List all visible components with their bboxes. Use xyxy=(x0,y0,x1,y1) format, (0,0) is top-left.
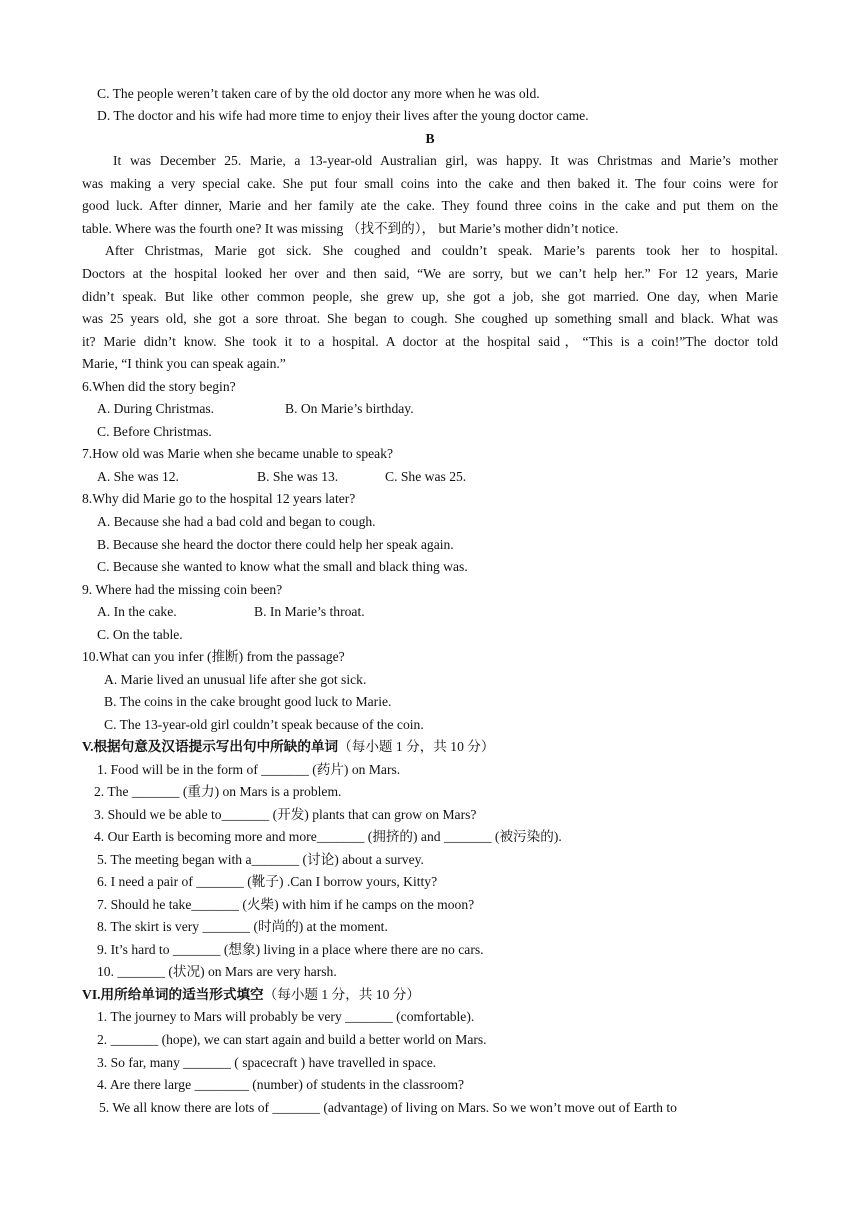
q5-option-c: C. The people weren’t taken care of by the old doctor any more when he was old. xyxy=(97,86,540,101)
q8-option-a: A. Because she had a bad cold and began to cough. xyxy=(97,514,376,529)
section-v-item-9: 9. It’s hard to _______ (想象) living in a place where there are no cars. xyxy=(97,942,484,957)
passage-line: Doctors at the hospital looked her over and then said, “We are sorry, but we can’t help her.” For 12 years, Marie xyxy=(82,266,778,281)
section-v-title: V.根据句意及汉语提示写出句中所缺的单词 xyxy=(82,739,339,754)
section-v-item-6: 6. I need a pair of _______ (靴子) .Can I borrow yours, Kitty? xyxy=(97,874,438,889)
q6-option-b: B. On Marie’s birthday. xyxy=(285,401,414,416)
q6-option-c: C. Before Christmas. xyxy=(97,424,212,439)
section-v-item-10: 10. _______ (状况) on Mars are very harsh. xyxy=(97,964,337,979)
section-v-item-7: 7. Should he take_______ (火柴) with him if he camps on the moon? xyxy=(97,897,475,912)
passage-line: It was December 25. Marie, a 13-year-old Australian girl, was happy. It was Christmas and Marie’s mother xyxy=(113,153,778,168)
q9-option-a: A. In the cake. xyxy=(97,604,177,619)
passage-line: it? Marie didn’t know. She took it to a hospital. A doctor at the hospital said，“This is a coin!”The doctor told xyxy=(82,334,778,349)
section-vi-item-5: 5. We all know there are lots of _______ (advantage) of living on Mars. So we won’t move out of Earth to xyxy=(99,1100,677,1115)
question-9: 9. Where had the missing coin been? xyxy=(82,582,283,597)
section-vi-item-1: 1. The journey to Mars will probably be very _______ (comfortable). xyxy=(97,1009,475,1024)
q9-option-b: B. In Marie’s throat. xyxy=(254,604,365,619)
section-v-heading xyxy=(82,736,778,759)
section-v-item-3: 3. Should we be able to_______ (开发) plants that can grow on Mars? xyxy=(94,807,477,822)
passage-line: Marie, “I think you can speak again.” xyxy=(82,356,286,371)
section-v-item-8: 8. The skirt is very _______ (时尚的) at the moment. xyxy=(97,919,388,934)
passage-line: table. Where was the fourth one? It was missing （找不到的）， but Marie’s mother didn’t notice. xyxy=(82,221,619,236)
passage-line: was 25 years old, she got a sore throat. She began to cough. She coughed up something small and black. What was xyxy=(82,311,778,326)
q6-option-a: A. During Christmas. xyxy=(97,401,215,416)
q10-option-b: B. The coins in the cake brought good luck to Marie. xyxy=(104,694,392,709)
q10-option-c: C. The 13-year-old girl couldn’t speak because of the coin. xyxy=(104,717,424,732)
question-10: 10.What can you infer (推断) from the passage? xyxy=(82,649,345,664)
q10-option-a: A. Marie lived an unusual life after she got sick. xyxy=(104,672,367,687)
passage-line: was making a very special cake. She put four small coins into the cake and then baked it. The four coins were for xyxy=(82,176,778,191)
q8-option-b: B. Because she heard the doctor there could help her speak again. xyxy=(97,537,454,552)
section-v-item-4: 4. Our Earth is becoming more and more_______ (拥挤的) and _______ (被污染的). xyxy=(94,829,562,844)
passage-line: didn’t speak. But like other common people, she grew up, she got a job, she got married. One day, when Marie xyxy=(82,289,778,304)
section-vi-heading xyxy=(82,984,778,1007)
question-8: 8.Why did Marie go to the hospital 12 years later? xyxy=(82,491,356,506)
section-v-item-1: 1. Food will be in the form of _______ (药片) on Mars. xyxy=(97,762,401,777)
section-v-note: （每小题 1 分，共 10 分） xyxy=(338,739,495,754)
q7-option-c: C. She was 25. xyxy=(385,469,467,484)
question-6: 6.When did the story begin? xyxy=(82,379,236,394)
section-vi-item-2: 2. _______ (hope), we can start again and build a better world on Mars. xyxy=(97,1032,487,1047)
question-7: 7.How old was Marie when she became unable to speak? xyxy=(82,446,394,461)
section-v-item-5: 5. The meeting began with a_______ (讨论) about a survey. xyxy=(97,852,424,867)
passage-line: good luck. After dinner, Marie and her family ate the cake. They found three coins in the cake and put them on the xyxy=(82,198,778,213)
q7-option-a: A. She was 12. xyxy=(97,469,179,484)
passage-line: After Christmas, Marie got sick. She coughed and couldn’t speak. Marie’s parents took her to hospital. xyxy=(105,243,778,258)
section-vi-title: VI.用所给单词的适当形式填空 xyxy=(82,987,264,1002)
q9-option-c: C. On the table. xyxy=(97,627,183,642)
passage-b-heading: B xyxy=(425,131,435,146)
section-vi-item-3: 3. So far, many _______ ( spacecraft ) have travelled in space. xyxy=(97,1055,437,1070)
q7-option-b: B. She was 13. xyxy=(257,469,339,484)
section-v-item-2: 2. The _______ (重力) on Mars is a problem. xyxy=(94,784,342,799)
q8-option-c: C. Because she wanted to know what the small and black thing was. xyxy=(97,559,468,574)
section-vi-note: （每小题 1 分，共 10 分） xyxy=(263,987,420,1002)
section-vi-item-4: 4. Are there large ________ (number) of students in the classroom? xyxy=(97,1077,465,1092)
q5-option-d: D. The doctor and his wife had more time to enjoy their lives after the young doctor came. xyxy=(97,108,589,123)
